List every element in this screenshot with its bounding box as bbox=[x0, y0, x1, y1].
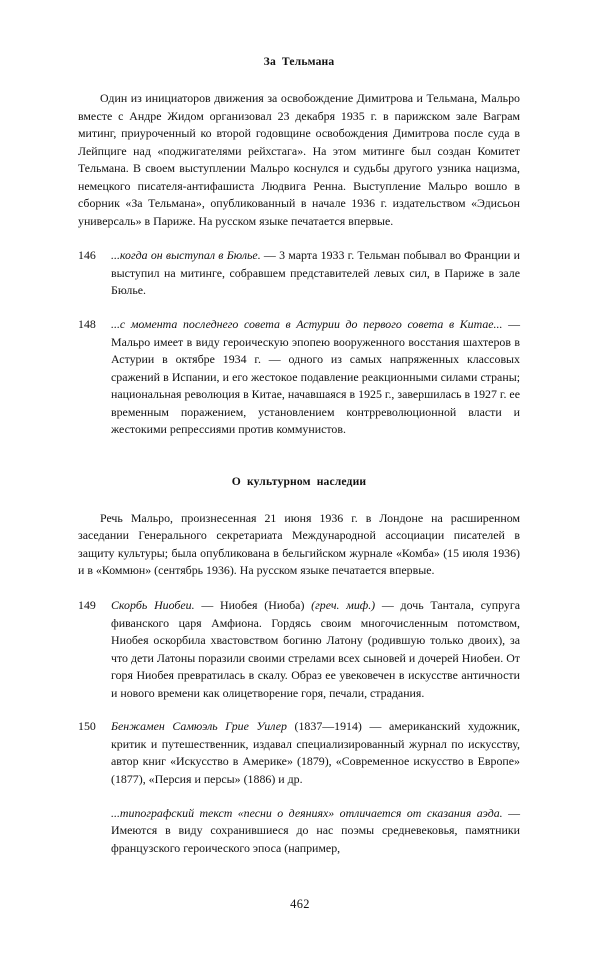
note-lemma: Бенжамен Самюэль Грие Уилер bbox=[111, 719, 287, 734]
subnote-lemma: ...типографский текст «песни о деяниях» отличается от сказания аэда. bbox=[111, 805, 503, 820]
note-number: 150 bbox=[78, 719, 96, 734]
note-text-lead: — Ниобея (Ниоба) bbox=[194, 598, 312, 613]
note-entry bbox=[78, 718, 520, 788]
note-text: — 3 марта 1933 г. Тельман побывал во Франции и выступил на митинге, собравшем представителей левых сил, в Париже в зале Бюлье. bbox=[111, 248, 520, 298]
note-body bbox=[111, 597, 520, 702]
note-text: (1837—1914) — американский художник, критик и путешественник, издавал специализированный журнал по искусству, автор книг «Искусство в Америке» (1879), «Современное искусство в Европе» (1877), «Персия и персы» (1886) и др. bbox=[111, 719, 521, 786]
subnote-text: — Имеются в виду сохранившиеся до нас поэмы средневековья, памятники французского героического эпоса (например, bbox=[111, 805, 520, 855]
note-body bbox=[111, 247, 520, 300]
note-number: 149 bbox=[78, 598, 96, 613]
section-heading-o-kulturnom-nasledii: О культурном наследии bbox=[231, 474, 367, 488]
section-heading-za-telmana: За Тельмана bbox=[263, 55, 335, 68]
note-entry bbox=[78, 316, 520, 439]
note-lemma: ...с момента последнего совета в Астурии до первого совета в Китае... bbox=[111, 317, 503, 332]
note-entry bbox=[78, 247, 520, 300]
note-number: 146 bbox=[78, 248, 96, 263]
note-entry bbox=[78, 597, 520, 702]
note-gloss: (греч. миф.) bbox=[311, 598, 376, 613]
subnote-entry bbox=[111, 805, 520, 858]
note-body bbox=[111, 316, 520, 439]
section-intro-paragraph: Один из инициаторов движения за освобождение Димитрова и Тельмана, Мальро вместе с Андре Жидом организовал 23 декабря 1935 г. в парижском зале Ваграм митинг, приуроченный ко второй годовщине освобождения Димитрова после суда в Лейпциге над «поджигателями рейхстага». На этом митинге был создан Комитет Тельмана. В своем выступлении Мальро коснулся и судьбы другого узника нацизма, немецкого писателя-антифашиста Людвига Ренна. Выступление Мальро вошло в сборник «За Тельмана», опубликованный в начале 1936 г. издательством «Эдисьон универсаль» в Париже. На русском языке печатается впервые. bbox=[78, 91, 520, 228]
note-text: — Мальро имеет в виду героическую эпопею вооруженного восстания шахтеров в Астурии в октябре 1934 г. — одного из самых напряженных классовых сражений в Испании, и его жестокое подавление реакционными силами страны; национальная революция в Китае, начавшаяся в 1925 г., завершилась в 1927 г. ее временным поражением, установлением контрреволюционной власти и жестокими репрессиями против коммунистов. bbox=[111, 317, 520, 437]
text-column bbox=[78, 55, 520, 869]
note-number: 148 bbox=[78, 317, 96, 332]
note-lemma: ...когда он выступал в Бюлье. bbox=[111, 248, 261, 263]
note-body bbox=[111, 718, 520, 788]
page-number: 462 bbox=[290, 897, 310, 911]
note-text: — дочь Тантала, супруга фиванского царя Амфиона. Гордясь своим многочисленным потомством, Ниобея оскорбила хвастовством богиню Латону (родившую только двоих), за что дети Латоны поразили своими стрелами всех сыновей и дочерей Ниобеи. От горя Ниобея превратилась в скалу. Образ ее увековечен в искусстве античности и нового времени как олицетворение горя, печали, страдания. bbox=[111, 598, 520, 700]
section-intro-paragraph: Речь Мальро, произнесенная 21 июня 1936 г. в Лондоне на расширенном заседании Генерального секретариата Международной ассоциации писателей в защиту культуры; была опубликована в бельгийском журнале «Комба» (15 июля 1936) и в «Коммюн» (сентябрь 1936). На русском языке печатается впервые. bbox=[78, 510, 520, 578]
note-lemma: Скорбь Ниобеи. bbox=[111, 598, 195, 613]
